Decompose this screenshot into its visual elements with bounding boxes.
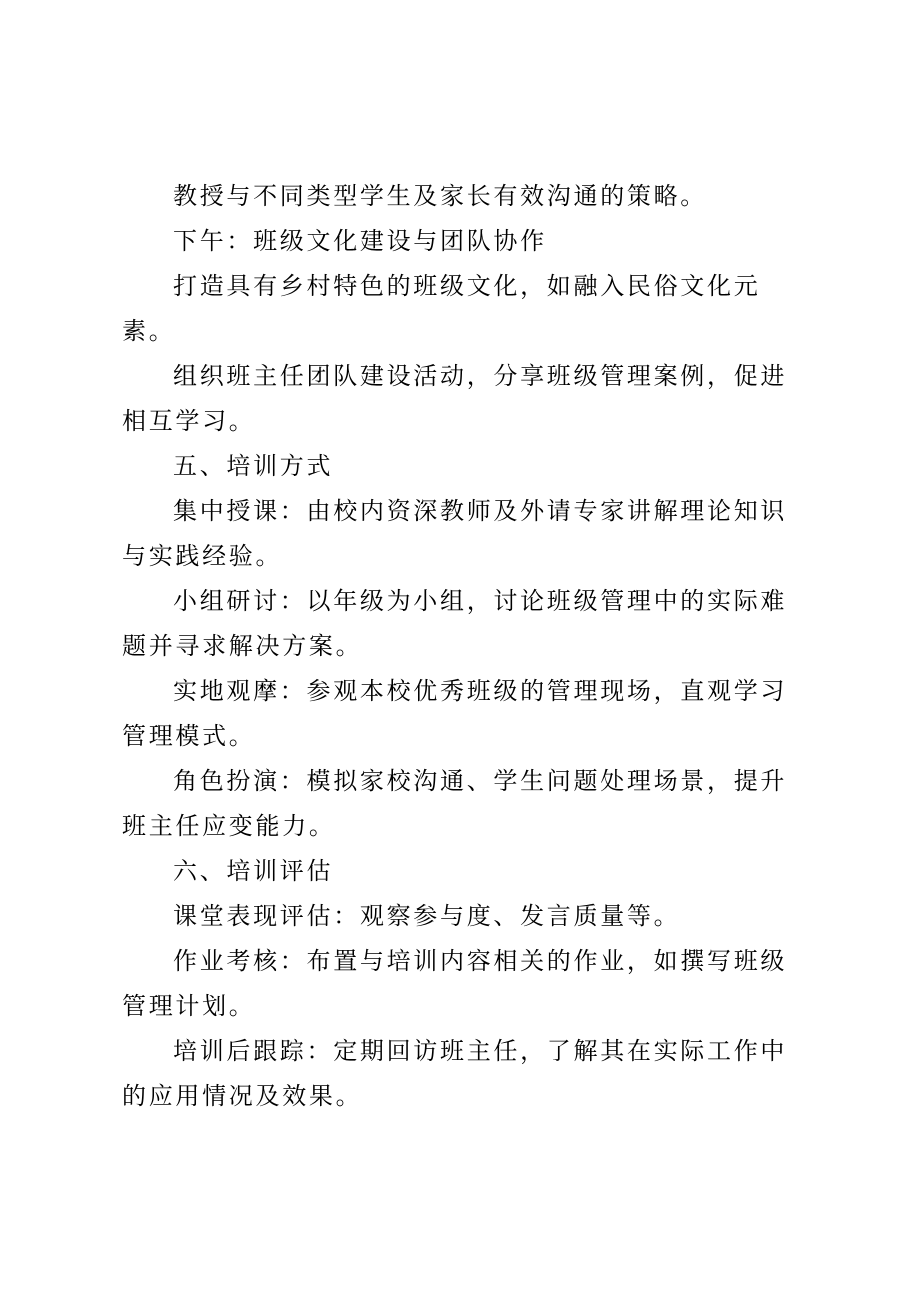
paragraph-post-training-followup: 培训后跟踪：定期回访班主任，了解其在实际工作中的应用情况及效果。 (122, 1037, 788, 1110)
paragraph-role-play: 角色扮演：模拟家校沟通、学生问题处理场景，提升班主任应变能力。 (122, 767, 788, 840)
section-heading-training-evaluation: 六、培训评估 (173, 857, 334, 885)
paragraph-afternoon-session: 下午：班级文化建设与团队协作 (173, 227, 547, 255)
paragraph-team-building: 组织班主任团队建设活动，分享班级管理案例，促进相互学习。 (122, 362, 788, 435)
document-body (122, 174, 812, 1119)
paragraph-rural-class-culture: 打造具有乡村特色的班级文化，如融入民俗文化元素。 (122, 272, 761, 345)
paragraph-communication-strategy: 教授与不同类型学生及家长有效沟通的策略。 (173, 182, 707, 210)
section-heading-training-methods: 五、培训方式 (173, 452, 334, 480)
paragraph-centralized-lectures: 集中授课：由校内资深教师及外请专家讲解理论知识与实践经验。 (122, 497, 788, 570)
paragraph-group-discussion: 小组研讨：以年级为小组，讨论班级管理中的实际难题并寻求解决方案。 (122, 587, 788, 660)
paragraph-site-observation: 实地观摩：参观本校优秀班级的管理现场，直观学习管理模式。 (122, 677, 788, 750)
paragraph-classroom-performance: 课堂表现评估：观察参与度、发言质量等。 (173, 902, 681, 930)
paragraph-assignment-assessment: 作业考核：布置与培训内容相关的作业，如撰写班级管理计划。 (122, 947, 788, 1020)
